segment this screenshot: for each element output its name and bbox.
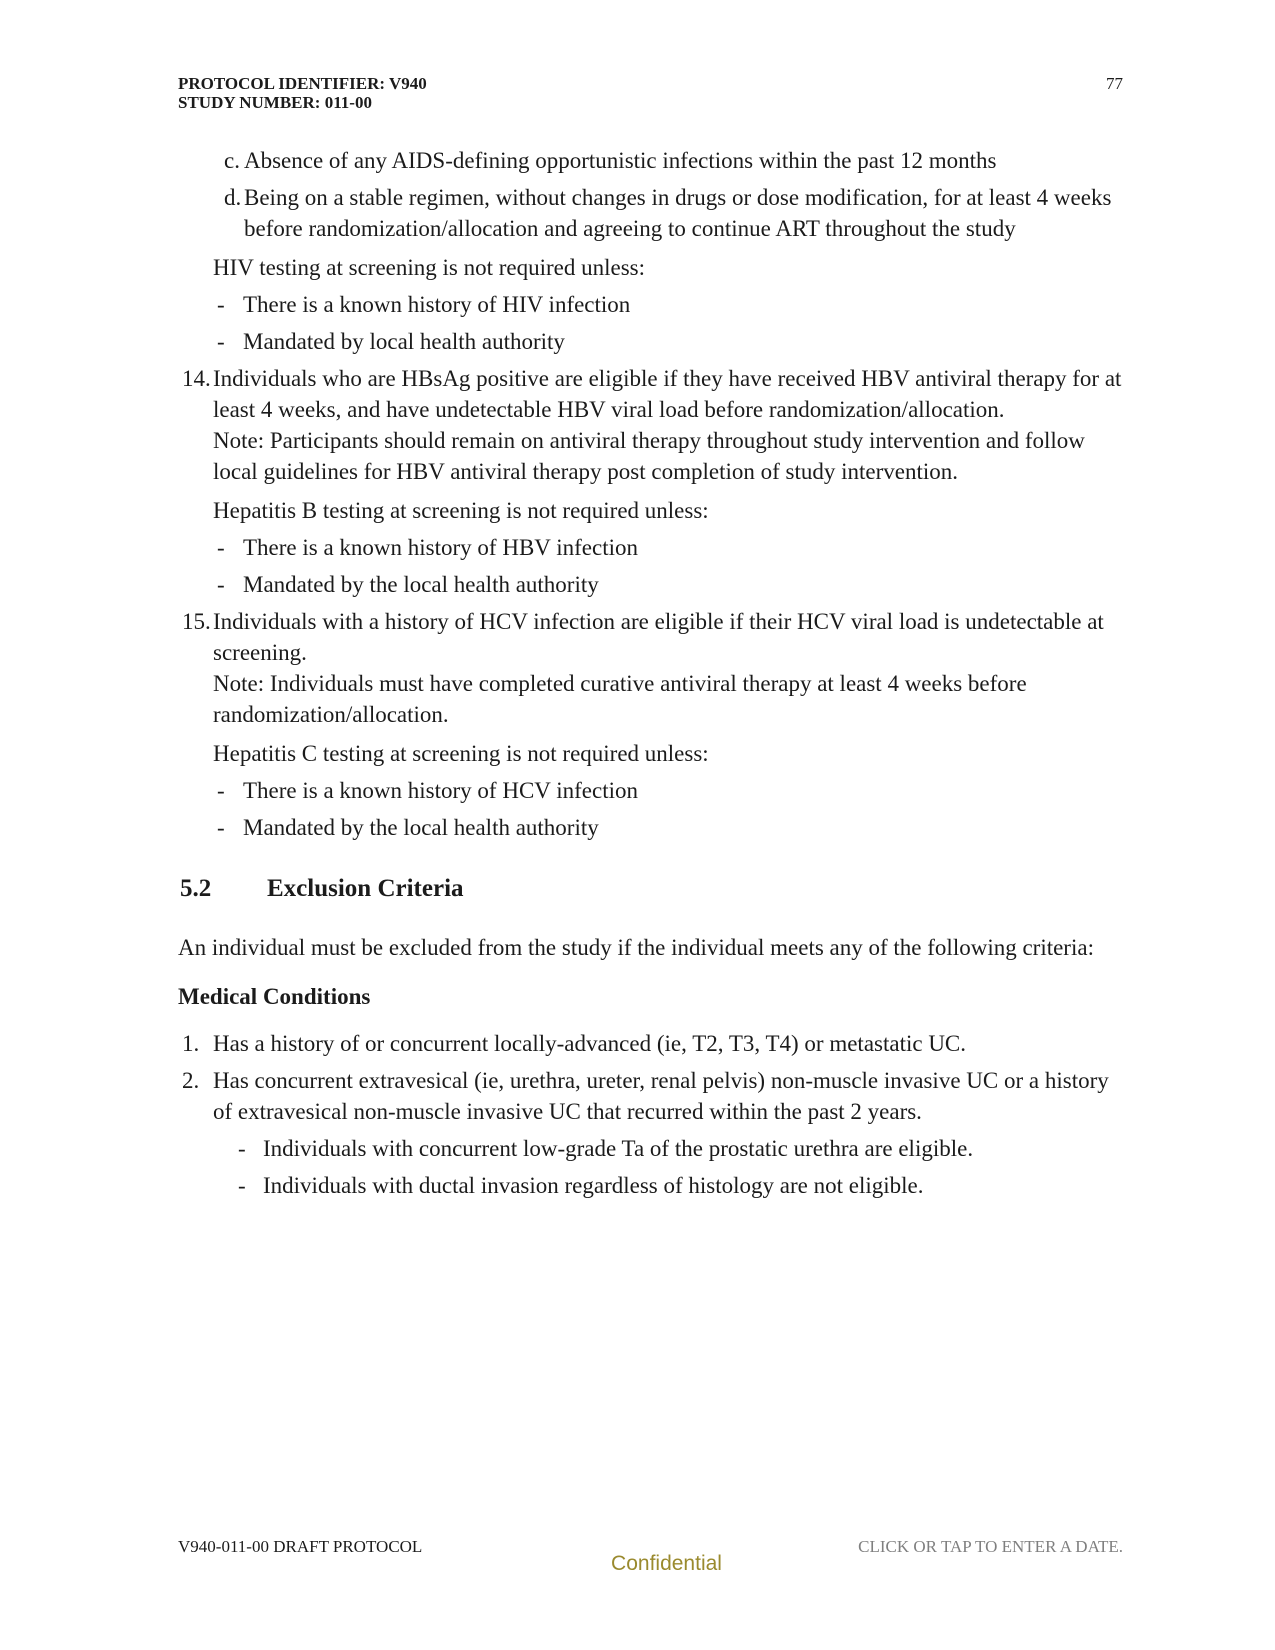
document-body xyxy=(178,145,1123,1201)
exclusion-item-1 xyxy=(178,1028,1123,1059)
section-title: Exclusion Criteria xyxy=(267,875,464,902)
list-item-text: Mandated by local health authority xyxy=(243,329,565,354)
dash-marker: - xyxy=(217,778,225,803)
list-item-note: Note: Participants should remain on antiviral therapy throughout study intervention and follow local guidelines for HBV antiviral therapy post completion of study intervention. xyxy=(213,428,1085,484)
protocol-header-block xyxy=(178,74,427,112)
dash-marker: - xyxy=(217,815,225,840)
hcv-bullet-2 xyxy=(178,812,1123,843)
list-marker: 1. xyxy=(182,1031,200,1056)
list-item-text: Mandated by the local health authority xyxy=(243,572,599,597)
list-item-text: Mandated by the local health authority xyxy=(243,815,599,840)
list-item-text: There is a known history of HIV infection xyxy=(243,292,631,317)
list-item-text: Has concurrent extravesical (ie, urethra, ureter, renal pelvis) non-muscle invasive UC or a history of extravesical non-muscle invasive UC that recurred within the past 2 years. xyxy=(213,1068,1109,1124)
study-number-label: STUDY NUMBER: xyxy=(178,93,321,112)
study-number-value: 011-00 xyxy=(324,93,372,112)
section-heading-exclusion-criteria xyxy=(178,873,1123,904)
dash-marker: - xyxy=(217,572,225,597)
hcv-testing-paragraph: Hepatitis C testing at screening is not required unless: xyxy=(213,741,709,766)
list-item-text: Individuals with a history of HCV infection are eligible if their HCV viral load is undetectable at screening. xyxy=(213,609,1104,665)
medical-conditions-subheading: Medical Conditions xyxy=(178,984,371,1009)
page-number: 77 xyxy=(1106,74,1123,93)
list-item-text: Being on a stable regimen, without changes in drugs or dose modification, for at least 4 weeks before randomization/allocation and agreeing to continue ART throughout the study xyxy=(244,185,1112,241)
hbv-testing-paragraph: Hepatitis B testing at screening is not required unless: xyxy=(213,498,709,523)
hbv-bullet-2 xyxy=(178,569,1123,600)
hiv-bullet-1 xyxy=(178,289,1123,320)
list-marker: d. xyxy=(224,185,242,210)
list-item-note: Note: Individuals must have completed curative antiviral therapy at least 4 weeks before randomization/allocation. xyxy=(213,671,1027,727)
footer-protocol-id: V940-011-00 DRAFT PROTOCOL xyxy=(178,1537,423,1556)
exclusion-intro-paragraph: An individual must be excluded from the study if the individual meets any of the following criteria: xyxy=(178,935,1094,960)
hiv-testing-paragraph: HIV testing at screening is not required unless: xyxy=(213,255,646,280)
inclusion-item-15 xyxy=(178,606,1123,730)
hcv-bullet-1 xyxy=(178,775,1123,806)
confidential-label: Confidential xyxy=(611,1552,722,1575)
protocol-identifier-value: V940 xyxy=(388,74,427,93)
dash-marker: - xyxy=(217,329,225,354)
protocol-identifier-label: PROTOCOL IDENTIFIER: xyxy=(178,74,386,93)
list-marker: c. xyxy=(224,148,240,173)
dash-marker: - xyxy=(217,535,225,560)
list-marker: 15. xyxy=(182,609,211,634)
protocol-identifier-line xyxy=(178,74,427,93)
inclusion-item-c xyxy=(178,145,1123,176)
dash-marker: - xyxy=(238,1136,246,1161)
hbv-bullet-1 xyxy=(178,532,1123,563)
list-marker: 14. xyxy=(182,366,211,391)
dash-marker: - xyxy=(217,292,225,317)
list-item-text: Absence of any AIDS-defining opportunistic infections within the past 12 months xyxy=(244,148,997,173)
inclusion-item-14 xyxy=(178,363,1123,487)
footer-date-placeholder[interactable]: CLICK OR TAP TO ENTER A DATE. xyxy=(858,1537,1123,1556)
exclusion-item-2-bullet-2 xyxy=(178,1170,1123,1201)
hiv-bullet-2 xyxy=(178,326,1123,357)
page-header xyxy=(178,74,1123,112)
exclusion-item-2 xyxy=(178,1065,1123,1127)
list-item-text: Individuals with ductal invasion regardless of histology are not eligible. xyxy=(263,1173,924,1198)
list-item-text: There is a known history of HCV infection xyxy=(243,778,638,803)
list-item-text: Individuals who are HBsAg positive are eligible if they have received HBV antiviral therapy for at least 4 weeks, and have undetectable HBV viral load before randomization/allocation. xyxy=(213,366,1122,422)
exclusion-item-2-bullet-1 xyxy=(178,1133,1123,1164)
inclusion-item-d xyxy=(178,182,1123,244)
list-marker: 2. xyxy=(182,1068,200,1093)
section-number: 5.2 xyxy=(180,875,212,902)
footer-confidential-row xyxy=(194,1552,1139,1576)
dash-marker: - xyxy=(238,1173,246,1198)
list-item-text: There is a known history of HBV infection xyxy=(243,535,638,560)
list-item-text: Has a history of or concurrent locally-advanced (ie, T2, T3, T4) or metastatic UC. xyxy=(213,1031,967,1056)
list-item-text: Individuals with concurrent low-grade Ta of the prostatic urethra are eligible. xyxy=(263,1136,974,1161)
study-number-line xyxy=(178,93,427,112)
